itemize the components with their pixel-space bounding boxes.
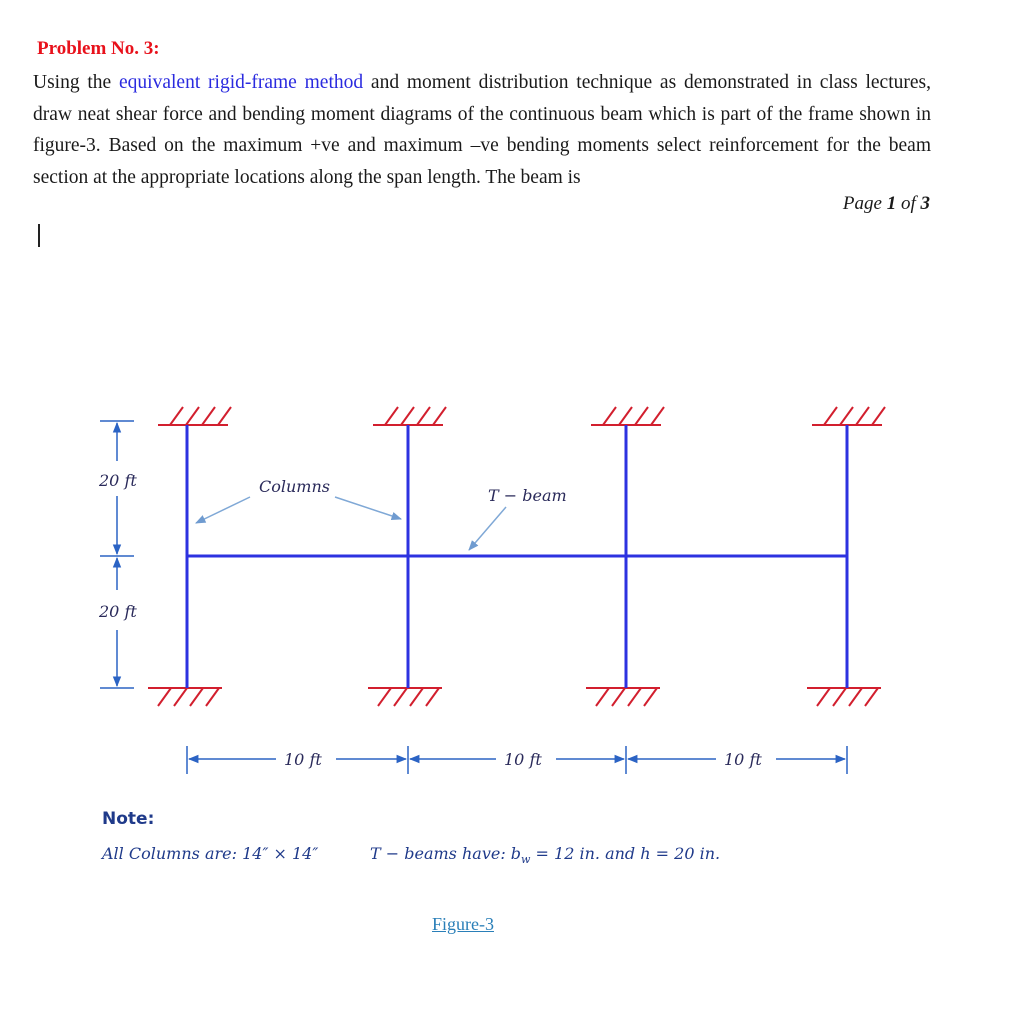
columns-label: Columns: [259, 477, 330, 496]
t-beams-note-suffix: = 12 in. and h = 20 in.: [530, 844, 721, 863]
frame-members: [187, 425, 847, 688]
top-fixed-supports: [158, 407, 885, 425]
bottom-support-1: [148, 688, 222, 706]
t-beam-label: T − beam: [488, 486, 567, 505]
height-label-upper: 20 ft: [99, 471, 137, 490]
top-support-4: [812, 407, 885, 425]
span-label-2: 10 ft: [504, 750, 542, 769]
t-beams-note-subscript: w: [521, 853, 531, 867]
problem-title: Problem No. 3:: [37, 38, 160, 59]
method-highlight: equivalent rigid-frame method: [119, 72, 364, 93]
bottom-fixed-supports: [148, 688, 881, 706]
note-label: Note:: [102, 809, 155, 829]
t-beams-note: [370, 844, 720, 866]
height-dimension: [100, 421, 134, 688]
bottom-support-4: [807, 688, 881, 706]
leader-lines: [196, 497, 506, 550]
span-label-1: 10 ft: [284, 750, 322, 769]
problem-text-body: and moment distribution technique as demonstrated in class lectures, draw neat shear force and bending moment diagrams of the continuous beam which is part of the frame shown in figure-3. Based on the maximum +ve and maximum –ve bending moments select reinforcement for the beam section at the appropriate locations along the span length. The beam is: [33, 72, 931, 188]
height-label-lower: 20 ft: [99, 602, 137, 621]
page-of: of: [896, 193, 921, 214]
total-pages: 3: [920, 193, 930, 214]
figure-caption-link[interactable]: Figure-3: [432, 914, 494, 934]
page-prefix: Page: [842, 193, 887, 214]
columns-note: All Columns are: 14″ × 14″: [102, 844, 319, 863]
top-support-3: [591, 407, 664, 425]
bottom-support-3: [586, 688, 660, 706]
bottom-support-2: [368, 688, 442, 706]
problem-text-intro: Using the: [33, 72, 120, 93]
current-page: 1: [886, 193, 897, 214]
span-label-3: 10 ft: [724, 750, 762, 769]
top-support-1: [158, 407, 231, 425]
top-support-2: [373, 407, 446, 425]
t-beams-note-prefix: T − beams have: b: [370, 844, 522, 863]
